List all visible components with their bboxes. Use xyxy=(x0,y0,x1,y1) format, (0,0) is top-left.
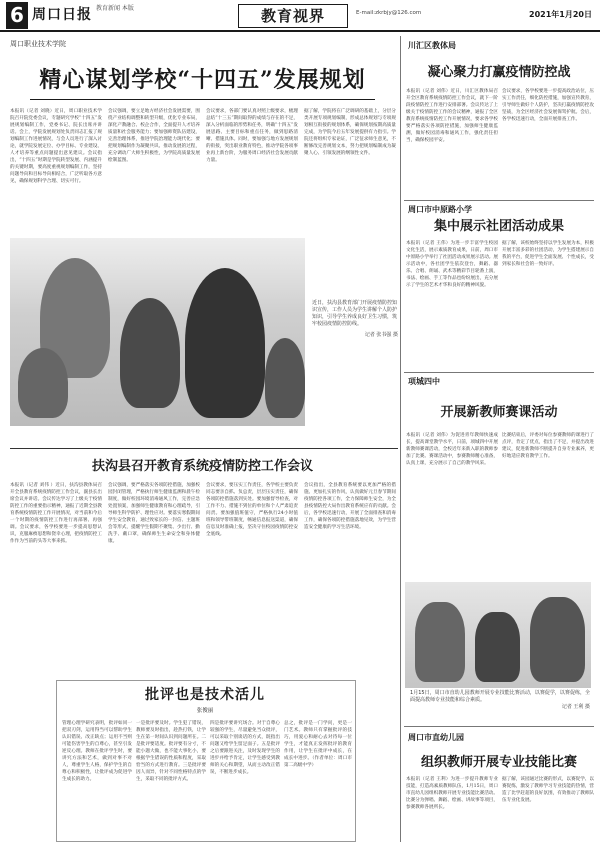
story1-photo-caption xyxy=(312,300,398,339)
paper-name: 周口日报 xyxy=(32,7,92,23)
right-photo xyxy=(405,582,591,688)
photo-caption-text: 近日，扶沟县教育部门开展疫情防控知识宣传，工作人员为学生讲解个人防护知识，引导学生养成良好卫生习惯，筑牢校园疫情防控防线。 xyxy=(312,300,398,327)
story1-kicker: 周口职业技术学院 xyxy=(10,40,66,48)
photo-figure xyxy=(18,348,68,418)
right-s3-col-1: 本报讯（记者 刘伟）为促进青年教师快速成长，提高课堂教学水平，日前，项城四中开展新教师赛课活动，全校近年来新入职的教师参加了比赛。赛课活动中，参赛教师精心准备，认真上课，充分展示了自己的教学风采。 xyxy=(406,433,498,466)
section-divider xyxy=(10,448,398,449)
story2-col-1: 本报讯（记者 刘伟 ）近日，扶沟县教体局召开全县教育系统疫情防控工作会议，副县长出席会议并讲话。会议传达学习了上级关于疫情防控工作的重要指示精神，通报了近期全县教育系统疫情防控工作开展情况，对当前和今后一个时期的疫情防控工作进行再部署、再强调。会议要求，各学校要进一步提高思想认识，克服麻痹思想和侥幸心理，把疫情防控工作作为当前的头等大事来抓。 xyxy=(10,483,102,544)
story2-col-3: 会议要求，要压实工作责任，各学校主要负责同志要亲自抓、负总责，层层压实责任，确保各项防控措施落到实处。要加强督导检查，对工作不力、措施不到位的单位和个人严肃追责问责。要加强值班值守，严格执行24小时值班和领导带班制度，畅通信息报送渠道，确保信息及时准确上报，坚决守住校园疫情防控安全底线。 xyxy=(206,483,298,537)
photo-figure xyxy=(415,602,465,682)
story1-headline-text: 精心谋划学校“十四五”发展规划 xyxy=(39,67,366,93)
right-s4-headline: 组织教师开展专业技能比赛 xyxy=(420,755,577,770)
section-divider xyxy=(404,372,594,373)
section-banner: 教育视界 xyxy=(238,4,348,28)
photo-figure xyxy=(120,298,180,408)
right-s2-col-1: 本报讯（记者 王伟）为进一步丰富学生校园文化生活，展示素质教育成果，日前，周口市中原路小学举行了社团活动成果展示活动。展示活动中，各社团学生依次登台，舞蹈、器乐、合唱、朗诵、武术等精彩节目轮番上演，书法、绘画、手工等作品也纷纷展出，充分展示了学生的艺术才华和良好的精神风貌。 xyxy=(406,241,498,288)
story1-col-4: 据了解，学院将在广泛调研的基础上，分层分类开展专项规划编制，形成总体规划与专项规划相互衔接的规划体系，确保规划按期高质量完成，为学院今后五年发展提供有力指引。学院还将组织专家论证，广泛征求师生意见，不断修改完善规划文本，努力把规划编制成为凝聚人心、引领发展的纲领性文件。 xyxy=(304,109,396,156)
story3-col-1: 管理心理学研究表明，批评如同一把双刃剑，运用得当可以帮助学生认识错误、改正缺点；运用不当则可能伤害学生的自尊心，甚至引发逆反心理。教师在批评学生时，要讲究方法和艺术，做到对事不对人，尊重学生人格，保护学生的自尊心和积极性，让批评成为促进学生成长的助力。 xyxy=(62,721,132,782)
right-s1-headline: 凝心聚力打赢疫情防控战 xyxy=(427,65,571,80)
masthead-contact: E-mail:zkrbjy@126.com xyxy=(356,10,422,16)
page-number: 6 xyxy=(6,2,28,29)
headline-rule xyxy=(30,99,375,100)
story1-col-2: 会议强调，要立足地方经济社会发展需要，围绕产业结构调整和转型升级，优化专业布局，深化产教融合、校企合作，全面提升人才培养质量和社会服务能力；要加强师资队伍建设，完善治理体系，推进学院治理能力现代化；要把规划编制作为凝聚共识、推动发展的过程，充分调动广大师生积极性，为学院高质量发展绘制蓝图。 xyxy=(108,109,200,163)
story3-col-3: 四是批评要讲究场合。对于自尊心较强的学生，尽量避免当众批评，可以采取个别谈话的方式，既指出问题又给学生留足面子。五是批评之后要跟进关注，及时发现学生的进步并给予肯定，让学生感受到教师的关心和期望，从而主动改正错误，不断进步成长。 xyxy=(210,721,280,775)
right-s2-col-2: 据了解，该校始终坚持以学生发展为本，积极开展丰富多彩的社团活动，为学生搭建展示自我的平台，促进学生全面发展、个性成长，受到家长和社会的一致好评。 xyxy=(502,241,594,267)
story2-col-2: 会议强调，要严格落实各项防控措施，加强校园封闭管理，严格执行师生健康监测和晨午检制度，做好校园环境消毒通风工作，完善应急处置预案，加强师生健康教育和心理疏导，引导师生科学防护、理性应对。要落实寒假期间学生安全教育，通过致家长的一封信、主题班会等形式，提醒学生假期不聚集、少出行、勤洗手、戴口罩，确保师生生命安全和身体健康。 xyxy=(108,483,200,544)
story3-col-4: 总之，批评是一门学问，更是一门艺术。教师只有掌握批评的技巧，用爱心和耐心去对待每一位学生，才能真正发挥批评的教育作用，让学生在批评中成长，在成长中进步。（作者单位：周口市第二高级中学） xyxy=(284,721,352,768)
right-s3-col-2: 比赛结束后，评委对每位参赛教师的课进行了点评，肯定了优点，指出了不足，并提出改进建议，促进新教师不断提升自身专业素养，更好地适应教育教学工作。 xyxy=(502,433,594,459)
section-divider xyxy=(404,726,594,727)
column-divider xyxy=(400,36,401,842)
story2-col-4: 会议指出，全县教育系统要以更加严格的措施、更加扎实的作风，认真做好元旦春节期间疫情防控各项工作，全力保障师生安全，为全县疫情防控大局作出教育系统应有的贡献。会后，各学校迅速行动，开展了全面排查和消毒工作，确保各项防控措施落地见效，为学生营造安全健康的学习生活环境。 xyxy=(304,483,396,530)
right-s2-label: 周口市中原路小学 xyxy=(408,205,472,214)
right-s1-label: 川汇区教体局 xyxy=(408,41,456,50)
photo-caption-text: 1月15日，周口市直幼儿园教师开展专业技能比赛活动，以赛促学，以赛促练，全面提高教师专业技能和综合素质。 xyxy=(410,690,590,703)
right-photo-caption xyxy=(410,690,590,711)
story1-col-1: 本报讯（记者 刘晓）近日，周口职业技术学院召开院党委会议，专题研究学校“十四五”发展规划编制工作，党委书记、院长出席并讲话。会上，学院发展规划处负责同志汇报了规划编制工作进展情况，与会人员进行了深入讨论，就学院发展定位、办学目标、专业建设、人才培养等重点问题提出意见建议。会议指出，“十四五”时期是学院转型发展、内涵提升的关键时期，要高度重视规划编制工作，坚持问题导向和目标导向相结合，广泛听取各方意见，确保规划科学合理、切实可行。 xyxy=(10,109,102,184)
masthead xyxy=(0,0,600,32)
story2-headline: 扶沟县召开教育系统疫情防控工作会议 xyxy=(91,459,313,474)
story1-headline xyxy=(10,66,395,94)
story3-author: 张俊丽 xyxy=(196,708,214,714)
right-s4-label: 周口市直幼儿园 xyxy=(408,733,464,742)
right-s3-headline: 开展新教师赛课活动 xyxy=(440,405,558,420)
section-divider xyxy=(404,200,594,201)
photo-figure xyxy=(185,268,265,418)
right-s2-headline: 集中展示社团活动成果 xyxy=(433,219,564,234)
photo-figure xyxy=(475,612,520,682)
photo-credit: 记者 张书强 摄 xyxy=(364,332,398,338)
right-s3-label: 项城四中 xyxy=(408,377,440,386)
masthead-meta: 教育新闻 本版 xyxy=(96,5,134,12)
photo-credit: 记者 王利 摄 xyxy=(561,704,590,710)
right-s1-col-2: 会议要求，各学校要进一步提高政治站位，压实工作责任，细化防控措施，加强宣传教育，引导师生做好个人防护，坚决打赢疫情防控攻坚战，为全区经济社会发展保驾护航。会后，各学校迅速行动，全面开展排查工作。 xyxy=(502,89,594,122)
photo-figure xyxy=(530,597,585,682)
story1-photo xyxy=(10,238,305,426)
right-s1-col-1: 本报讯（记者 刘伟）近日，川汇区教体局召开全区教育系统疫情防控工作会议，就下一阶段疫情防控工作进行安排部署。会议传达了上级关于疫情防控工作的会议精神，通报了全区教育系统疫情防控工作开展情况，要求各学校要严格落实各项防控措施，加强师生健康监测，做好校园消毒和通风工作，强化责任担当，确保校园平安。 xyxy=(406,89,498,143)
right-s4-col-1: 本报讯（记者 王利）为进一步提升教师专业技能，打造高素质教师队伍，1月15日，周口市直幼儿园组织教师开展专业技能比赛活动。比赛分为弹唱、舞蹈、绘画、讲故事等项目，参赛教师各展所长。 xyxy=(406,777,498,810)
issue-date: 2021年1月20日 xyxy=(529,10,592,19)
right-s4-col-2: 据了解，该园通过比赛的形式，以赛促学、以赛促练，激发了教师学习专业技能的热情，营造了比学赶超的良好氛围，有效推动了教师队伍专业化发展。 xyxy=(502,777,594,803)
story3-col-2: 一是批评要及时。学生犯了错误，教师要及时指出，趁热打铁，让学生在第一时间认识到问题所在。二是批评要适度。批评要有分寸，不能小题大做，也不能大事化小，要根据学生错误的性质和程度，采取恰当的方式进行教育。三是批评要因人而异，针对不同性格特点的学生，采取不同的批评方式。 xyxy=(136,721,206,782)
photo-figure xyxy=(265,338,305,418)
story3-headline: 批评也是技术活儿 xyxy=(145,687,265,703)
story1-col-3: 会议要求，各部门要认真对照上级要求，梳理总结“十三五”期间取得的成绩与存在的不足，深入分析面临的形势和任务，明确“十四五”发展思路、主要目标和重点任务，做到思路清晰、措施具体。同时，要加强与地方发展规划的衔接，突出职业教育特色，推动学院各项事业再上新台阶，为服务周口经济社会发展贡献力量。 xyxy=(206,109,298,163)
